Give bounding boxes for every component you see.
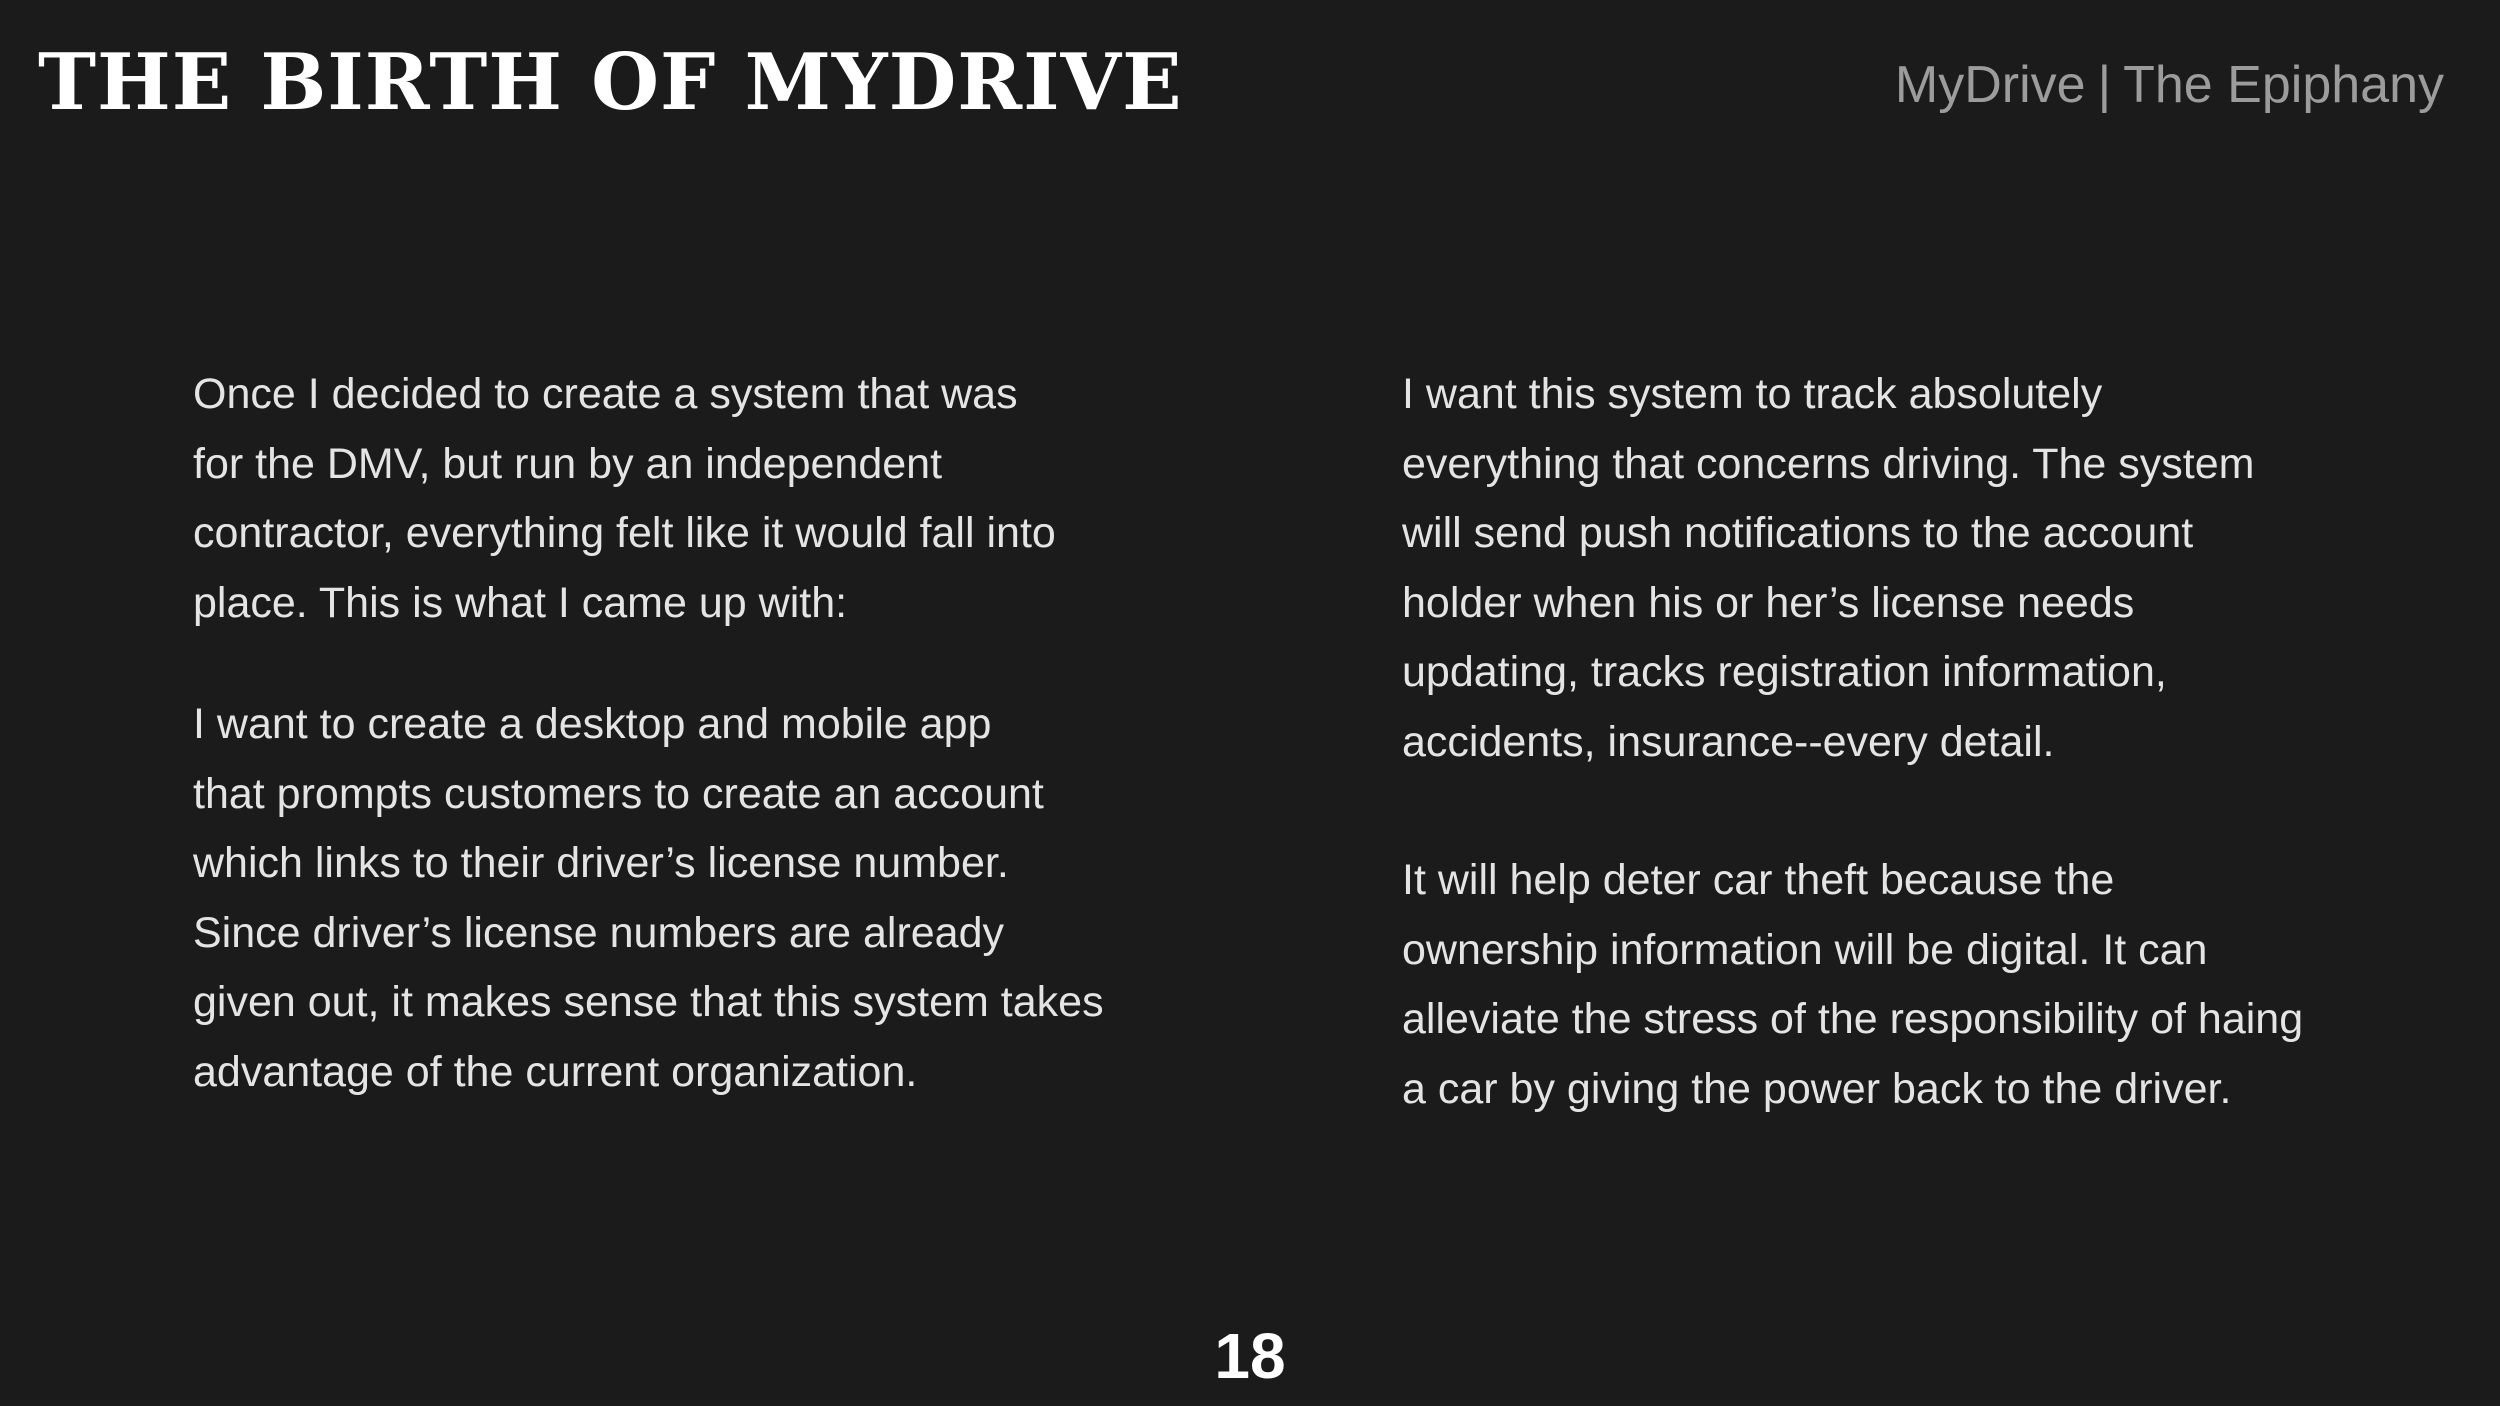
right-paragraph-2: [1402, 846, 2482, 1124]
section-name: The Epiphany: [2123, 56, 2444, 114]
text-line: I want to create a desktop and mobile app: [193, 700, 992, 748]
text-line: updating, tracks registration information,: [1402, 648, 2167, 696]
left-paragraph-2: [193, 690, 1293, 1107]
text-line: holder when his or her’s license needs: [1402, 578, 2135, 627]
text-line: Since driver’s license numbers are already: [193, 908, 1005, 957]
text-line: a car by giving the power back to the driver.: [1402, 1064, 2232, 1113]
page-title: THE BIRTH OF MYDRIVE: [38, 37, 1183, 128]
text-line: ownership information will be digital. It can: [1402, 925, 2208, 974]
right-column: [1402, 360, 2482, 1124]
text-line: place. This is what I came up with:: [193, 578, 848, 627]
header-meta: [1895, 50, 2444, 120]
right-paragraph-1: [1402, 360, 2482, 777]
page-number: 18: [1214, 1320, 1286, 1392]
text-line: that prompts customers to create an account: [193, 769, 1044, 818]
text-line: will send push notifications to the account: [1402, 509, 2194, 557]
left-paragraph-1: [193, 360, 1293, 638]
text-line: I want this system to track absolutely: [1402, 370, 2103, 418]
text-line: Once I decided to create a system that was: [193, 370, 1018, 418]
text-line: for the DMV, but run by an independent: [193, 439, 943, 488]
text-line: given out, it makes sense that this system takes: [193, 978, 1104, 1026]
text-line: It will help deter car theft because the: [1402, 856, 2115, 904]
text-line: contractor, everything felt like it would fall into: [193, 509, 1056, 557]
text-line: advantage of the current organization.: [193, 1047, 918, 1096]
left-column: [193, 360, 1293, 1107]
text-line: which links to their driver’s license number.: [193, 839, 1009, 887]
text-line: accidents, insurance--every detail.: [1402, 717, 2055, 766]
header-separator: |: [2097, 56, 2112, 114]
text-line: everything that concerns driving. The system: [1402, 439, 2255, 488]
brand-name: MyDrive: [1894, 56, 2086, 114]
text-line: alleviate the stress of the responsibility of haing: [1402, 995, 2304, 1043]
